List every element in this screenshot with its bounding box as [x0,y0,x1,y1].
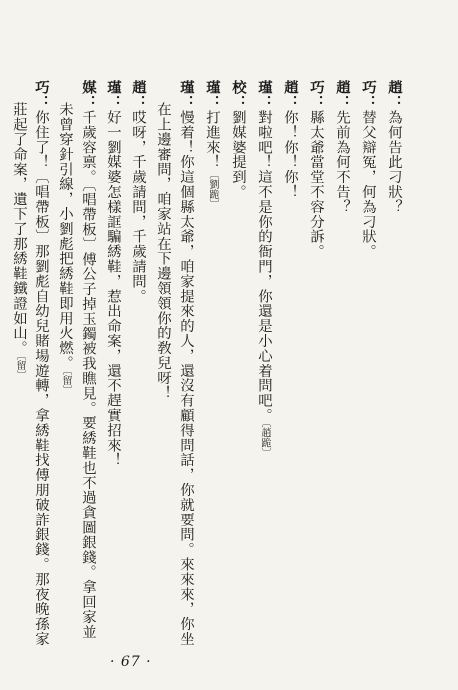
line-text: 替父辯冤，何為刁狀。 [360,109,376,259]
stage-direction: 〔留〕 [60,370,71,396]
dialogue-line [383,80,405,660]
line-text: 你住了！〔唱帶板〕那劉彪自幼兒賭場遊轉，拿綉鞋找傅朋破詐銀錢。那夜晚孫家 [33,109,49,647]
dialogue-line [30,80,52,660]
speaker-label: 趙： [130,80,147,110]
line-text: 你！你！你！ [282,109,298,200]
speaker-label: 瑾： [105,80,122,110]
dialogue-continuation [8,102,30,682]
dialogue-continuation [152,102,174,682]
speaker-label: 趙： [282,80,299,110]
line-text: 未曾穿針引線，小劉彪把綉鞋即用火燃。 [57,102,73,371]
line-text: 先前為何不告？ [334,109,350,215]
line-text: 為何告此刁狀？ [386,109,402,215]
speaker-label: 瑾： [204,80,221,110]
line-text: 好一劉媒婆怎樣誆騙綉鞋，惹出命案，還不趕實招來！ [105,109,121,468]
speaker-label: 趙： [334,80,351,110]
speaker-label: 巧： [308,80,325,110]
speaker-label: 媒： [80,80,97,110]
speaker-label: 巧： [33,80,50,110]
dialogue-line [305,80,327,660]
speaker-label: 巧： [360,80,377,110]
speaker-label: 瑾： [256,80,273,110]
stage-direction: 〔留〕 [14,355,25,381]
dialogue-line [227,80,249,660]
line-text: 哎呀，千歲請問，千歲請問。 [130,109,146,304]
dialogue-line [77,80,99,660]
dialogue-line [279,80,301,660]
page-number: · 67 · [110,654,152,670]
stage-direction: 〔劉跪〕 [207,169,218,210]
line-text: 縣太爺當堂不容分訴。 [308,109,324,259]
speaker-label: 趙： [386,80,403,110]
dialogue-line [127,80,149,660]
dialogue-line [102,80,124,660]
line-text: 劉媒婆提到。 [230,109,246,200]
line-text: 打進來！ [204,109,220,170]
speaker-label: 瑾： [178,80,195,110]
dialogue-line [253,80,275,660]
dialogue-line [357,80,379,660]
line-text: 在上邊審問，咱家站在下邊領領你的敎兒呀！ [155,102,171,400]
line-text: 莊起了命案，遺下了那綉鞋鐵證如山。 [11,102,27,356]
dialogue-continuation [54,102,76,682]
dialogue-line [175,80,197,660]
dialogue-line [201,80,223,660]
line-text: 千歲容禀。〔唱帶板〕傅公子掉玉鐲被我瞧見。要綉鞋也不過貪圖銀錢。拿回家並 [80,109,96,640]
stage-direction: 〔趙跪〕 [259,422,270,458]
dialogue-line [331,80,353,660]
speaker-label: 校： [230,80,247,110]
line-text: 對啦吧！這不是你的衙門，你還是小心着問吧。 [256,109,272,423]
line-text: 慢着！你這個縣太爺，咱家提來的人，還沒有顧得問話，你就要問。來來來，你坐 [178,109,194,647]
